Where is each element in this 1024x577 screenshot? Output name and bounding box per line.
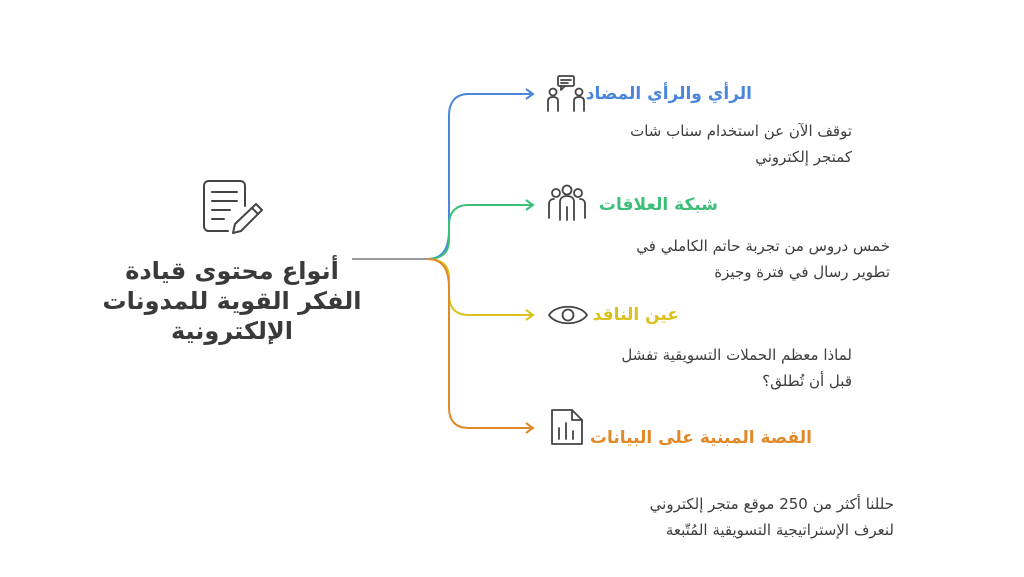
- connector-branch-3: [427, 259, 533, 315]
- description-line: حللنا أكثر من 250 موقع متجر إلكتروني: [649, 495, 894, 513]
- branch-description-data-story: [650, 491, 894, 543]
- connector-branch-2: [427, 205, 533, 259]
- description-line: توقف الآن عن استخدام سناب شات: [630, 122, 852, 140]
- branch-title-network: شبكة العلاقات: [598, 195, 718, 215]
- branch-description-opinion: [630, 118, 852, 170]
- branch-title-critic: عين الناقد: [592, 305, 679, 325]
- description-line: لماذا معظم الحملات التسويقية تفشل: [621, 346, 852, 364]
- description-line: لنعرف الإستراتيجية التسويقية المُتّبعة: [665, 521, 894, 539]
- debate-icon: [548, 76, 584, 111]
- chart-document-icon: [552, 410, 582, 444]
- connector-branch-1: [427, 94, 533, 259]
- description-line: قبل أن تُطلق؟: [762, 372, 852, 390]
- branch-title-opinion: الرأي والرأي المضاد: [585, 84, 752, 104]
- eye-icon: [549, 307, 587, 324]
- branch-description-critic: [621, 342, 852, 394]
- group-icon: [549, 186, 585, 221]
- branch-title-data-story: القصة المبنية على البيانات: [589, 428, 812, 448]
- connector-branch-4: [427, 259, 533, 428]
- description-line: كمتجر إلكتروني: [755, 148, 852, 166]
- note-pencil-icon: [204, 181, 262, 233]
- description-line: تطوير رسال في فترة وجيزة: [714, 263, 890, 281]
- main-title: أنواع محتوى قيادة الفكر القوية للمدونات الإلكترونية: [102, 257, 362, 345]
- description-line: خمس دروس من تجربة حاتم الكاملي في: [636, 237, 890, 255]
- branch-description-network: [636, 233, 890, 285]
